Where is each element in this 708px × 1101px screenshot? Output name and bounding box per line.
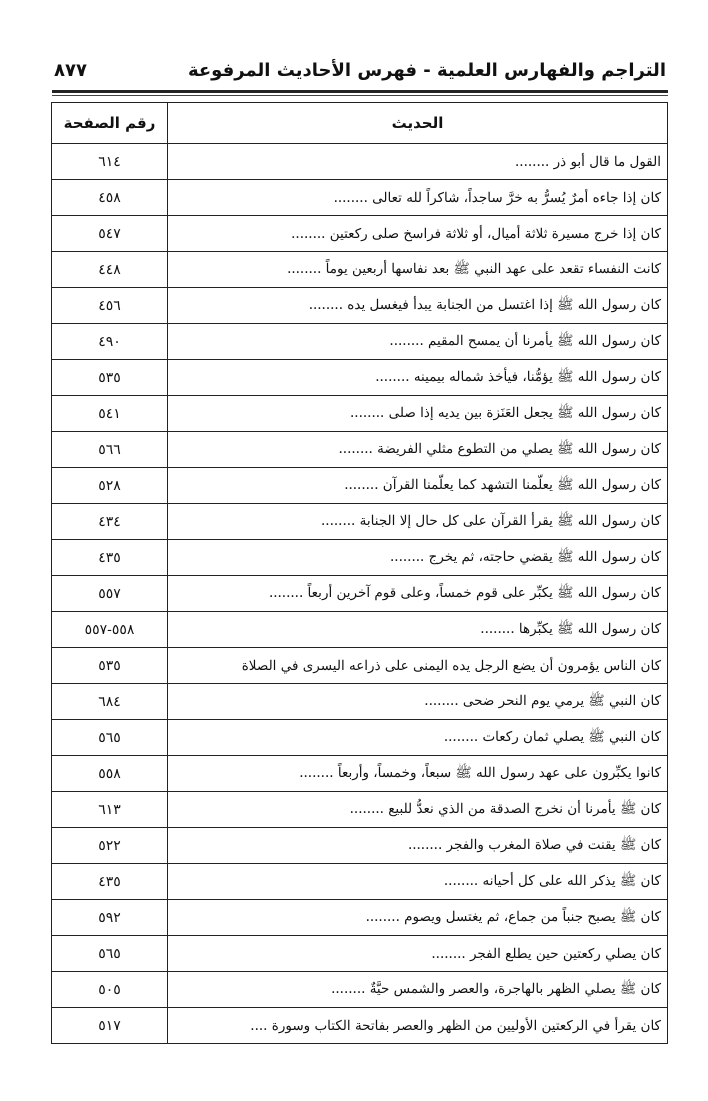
page-ref: ٥٥٨ xyxy=(52,756,168,792)
table-row xyxy=(52,756,668,792)
hadith-text: كان النبي ﷺ يصلي ثمان ركعات ........ xyxy=(168,720,668,756)
page-ref: ٥٤٧ xyxy=(52,216,168,252)
hadith-text: كان إذا خرج مسيرة ثلاثة أميال، أو ثلاثة فراسخ صلى ركعتين ........ xyxy=(168,216,668,252)
table-row xyxy=(52,792,668,828)
page-ref: ٥٠٥ xyxy=(52,972,168,1008)
hadith-text: كان إذا جاءه أمرٌ يُسرُّ به خرَّ ساجداً، شاكراً لله تعالى ........ xyxy=(168,180,668,216)
table-row xyxy=(52,468,668,504)
table-row xyxy=(52,684,668,720)
page-ref: ٥٥٧ xyxy=(52,576,168,612)
table-row xyxy=(52,216,668,252)
table-row xyxy=(52,720,668,756)
hadith-text: كانوا يكبِّرون على عهد رسول الله ﷺ سبعاً، وخمساً، وأربعاً ........ xyxy=(168,756,668,792)
page-ref: ٥٦٦ xyxy=(52,432,168,468)
table-row xyxy=(52,180,668,216)
page-ref: ٦٨٤ xyxy=(52,684,168,720)
hadith-text: كان رسول الله ﷺ يؤمُّنا، فيأخذ شماله بيمينه ........ xyxy=(168,360,668,396)
table-row xyxy=(52,360,668,396)
page-ref: ٤٣٥ xyxy=(52,540,168,576)
hadith-text: كان الناس يؤمرون أن يضع الرجل يده اليمنى على ذراعه اليسرى في الصلاة xyxy=(168,648,668,684)
table-row xyxy=(52,900,668,936)
page-column-header: رقم الصفحة xyxy=(52,103,168,144)
page-ref: ٤٥٦ xyxy=(52,288,168,324)
hadith-column-header: الحديث xyxy=(168,103,668,144)
page-ref: ٦١٣ xyxy=(52,792,168,828)
table-row xyxy=(52,144,668,180)
table-row xyxy=(52,576,668,612)
page-ref: ٥٣٥ xyxy=(52,360,168,396)
hadith-text: كان رسول الله ﷺ يجعل العَنَزة بين يديه إذا صلى ........ xyxy=(168,396,668,432)
table-row xyxy=(52,288,668,324)
hadith-text: كان ﷺ يأمرنا أن نخرج الصدقة من الذي نعدُّ للبيع ........ xyxy=(168,792,668,828)
table-row xyxy=(52,864,668,900)
page-ref: ٤٥٨ xyxy=(52,180,168,216)
page-ref: ٦١٤ xyxy=(52,144,168,180)
hadith-text: كان رسول الله ﷺ يأمرنا أن يمسح المقيم ........ xyxy=(168,324,668,360)
hadith-text: كان يقرأ في الركعتين الأوليين من الظهر والعصر بفاتحة الكتاب وسورة .... xyxy=(168,1008,668,1044)
page-ref: ٥٩٢ xyxy=(52,900,168,936)
table-row xyxy=(52,252,668,288)
hadith-text: كان ﷺ يصبح جنباً من جماع، ثم يغتسل ويصوم ........ xyxy=(168,900,668,936)
table-row xyxy=(52,972,668,1008)
hadith-text: كان رسول الله ﷺ إذا اغتسل من الجنابة يبدأ فيغسل يده ........ xyxy=(168,288,668,324)
page-ref: ٤٣٥ xyxy=(52,864,168,900)
page-header xyxy=(52,58,668,93)
page-number: ٨٧٧ xyxy=(54,60,87,81)
page-ref: ٤٤٨ xyxy=(52,252,168,288)
hadith-text: كان رسول الله ﷺ يقرأ القرآن على كل حال إلا الجنابة ........ xyxy=(168,504,668,540)
hadith-text: القول ما قال أبو ذر ........ xyxy=(168,144,668,180)
table-row xyxy=(52,504,668,540)
page-ref: ٥٦٥ xyxy=(52,720,168,756)
table-row xyxy=(52,540,668,576)
table-row xyxy=(52,828,668,864)
table-row xyxy=(52,1008,668,1044)
page-ref: ٥٣٥ xyxy=(52,648,168,684)
page-ref: ٥٤١ xyxy=(52,396,168,432)
running-title: التراجم والفهارس العلمية - فهرس الأحاديث المرفوعة xyxy=(187,60,666,81)
page-ref: ٥٥٨-٥٥٧ xyxy=(52,612,168,648)
page-ref: ٤٩٠ xyxy=(52,324,168,360)
hadith-text: كان رسول الله ﷺ يقضي حاجته، ثم يخرج ........ xyxy=(168,540,668,576)
hadith-text: كان يصلي ركعتين حين يطلع الفجر ........ xyxy=(168,936,668,972)
table-row xyxy=(52,936,668,972)
page-ref: ٤٣٤ xyxy=(52,504,168,540)
table-row xyxy=(52,648,668,684)
table-row xyxy=(52,324,668,360)
table-row xyxy=(52,612,668,648)
page-ref: ٥١٧ xyxy=(52,1008,168,1044)
hadith-text: كان ﷺ يقنت في صلاة المغرب والفجر ........ xyxy=(168,828,668,864)
hadith-text: كان ﷺ يصلي الظهر بالهاجرة، والعصر والشمس حيَّةٌ ........ xyxy=(168,972,668,1008)
book-page xyxy=(52,58,668,1044)
hadith-text: كان النبي ﷺ يرمي يوم النحر ضحى ........ xyxy=(168,684,668,720)
hadith-text: كان رسول الله ﷺ يكبِّر على قوم خمساً، وعلى قوم آخرين أربعاً ........ xyxy=(168,576,668,612)
table-row xyxy=(52,396,668,432)
page-ref: ٥٢٨ xyxy=(52,468,168,504)
hadith-text: كانت النفساء تقعد على عهد النبي ﷺ بعد نفاسها أربعين يوماً ........ xyxy=(168,252,668,288)
hadith-text: كان رسول الله ﷺ يصلي من التطوع مثلي الفريضة ........ xyxy=(168,432,668,468)
table-header-row xyxy=(52,103,668,144)
page-ref: ٥٢٢ xyxy=(52,828,168,864)
table-row xyxy=(52,432,668,468)
hadith-text: كان ﷺ يذكر الله على كل أحيانه ........ xyxy=(168,864,668,900)
hadith-text: كان رسول الله ﷺ يعلّمنا التشهد كما يعلّمنا القرآن ........ xyxy=(168,468,668,504)
page-ref: ٥٦٥ xyxy=(52,936,168,972)
header-divider xyxy=(52,95,668,96)
hadith-text: كان رسول الله ﷺ يكبِّرها ........ xyxy=(168,612,668,648)
hadith-index-table xyxy=(51,102,668,1044)
